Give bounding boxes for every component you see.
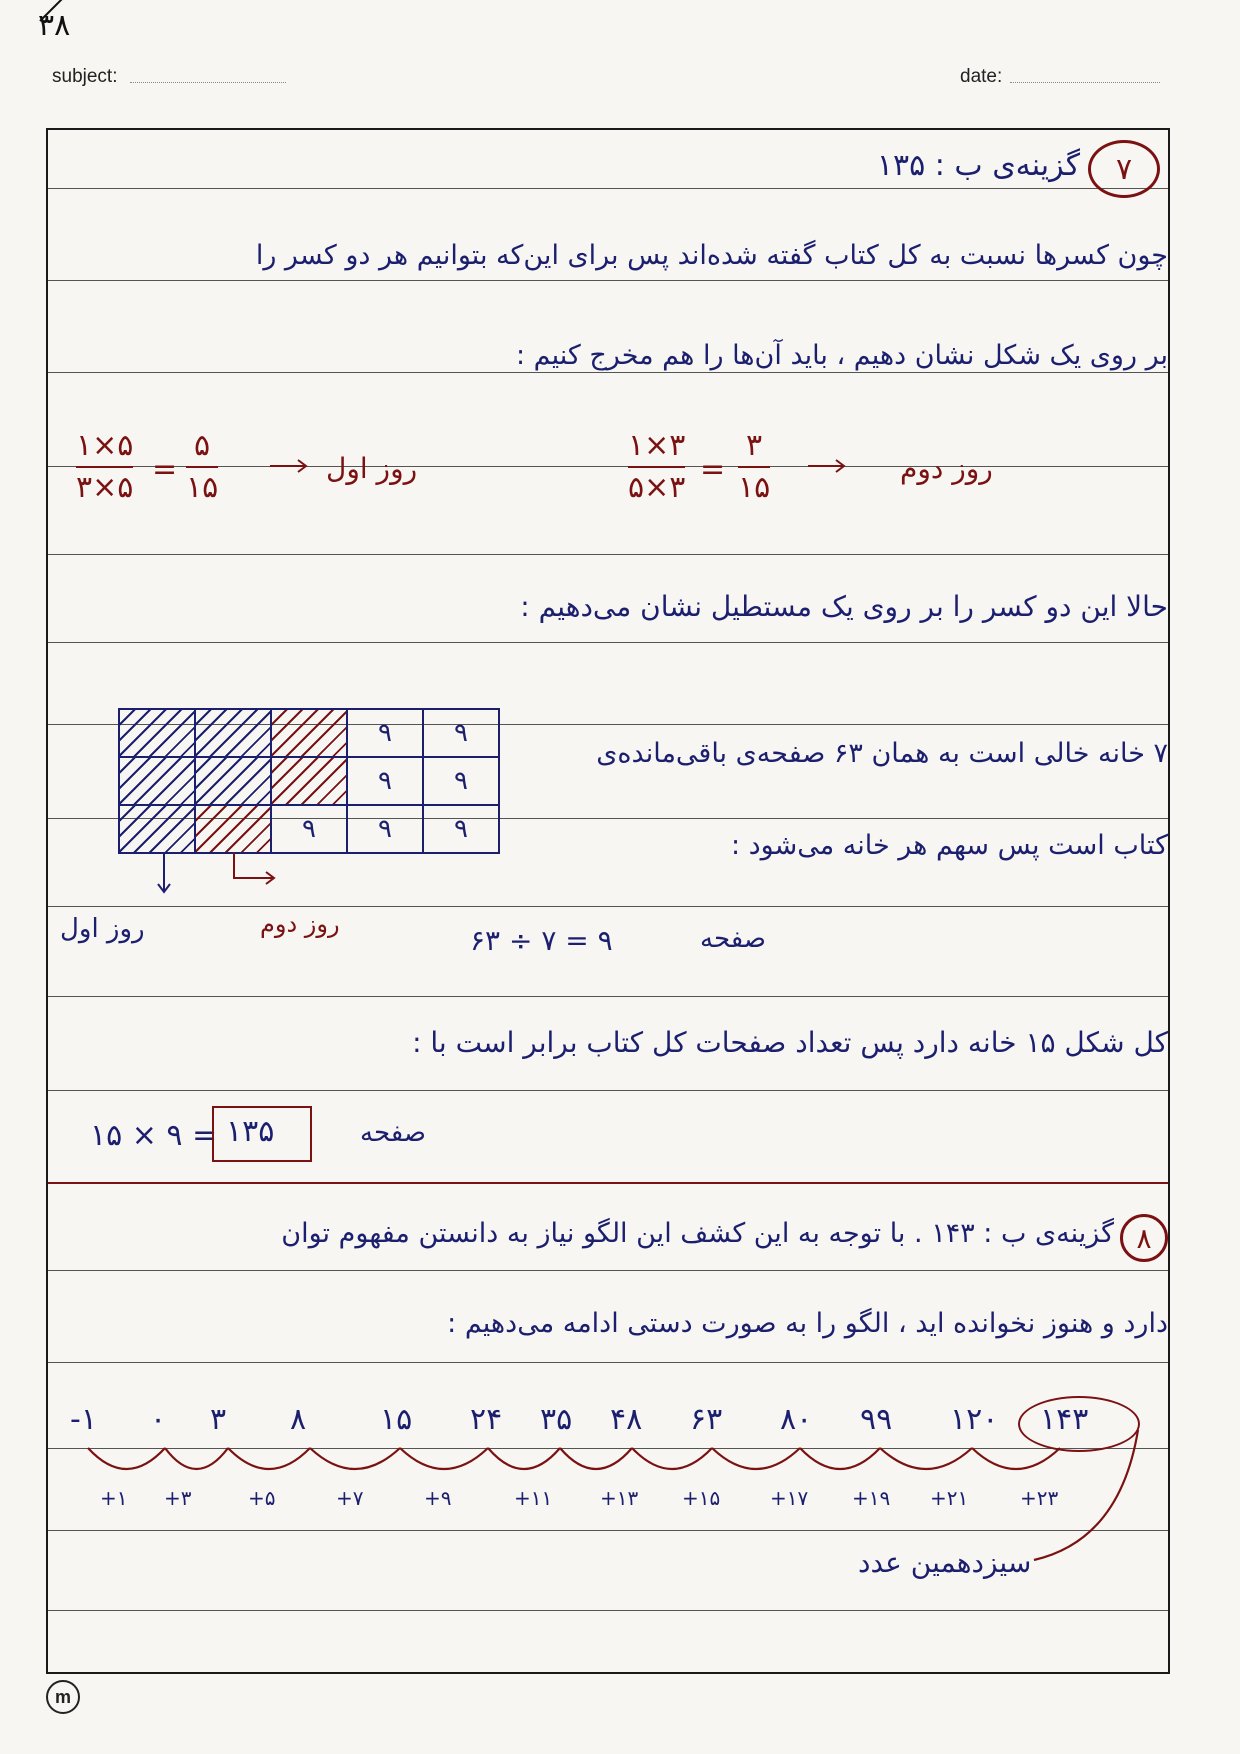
final-calculation: ۱۵ × ۹ = [90,1118,218,1153]
sequence-term: ۸ [290,1402,307,1437]
sequence-term: ۸۰ [780,1402,813,1437]
grid-cell-value: ۹ [347,805,423,853]
fraction-2-label: روز دوم [900,452,993,485]
step-label: +۱۳ [600,1486,639,1510]
q7-line-1: چون کسرها نسبت به کل کتاب گفته شده‌اند پس برای این‌که بتوانیم هر دو کسر را [255,240,1168,271]
grid-cell-value: ۹ [347,709,423,757]
grid-cell-value: ۹ [423,709,499,757]
q7-line-4: کل شکل ۱۵ خانه دارد پس تعداد صفحات کل کتاب برابر است با : [412,1026,1168,1059]
fraction-1-result-denominator: ۱۵ [186,470,219,505]
sequence-term: ۱۴۳ [1040,1402,1089,1437]
step-arc [632,1448,712,1469]
fraction-1-denominator: ۳×۵ [76,470,134,505]
final-answer: ۱۳۵ [226,1114,275,1149]
step-arc [165,1448,228,1469]
fraction-arrow [270,460,306,472]
date-label: date: [960,66,1003,87]
step-label: +۱۱ [514,1486,553,1510]
step-label: +۱۹ [852,1486,891,1510]
sequence-term: ۳ [210,1402,227,1437]
step-label: +۳ [164,1486,192,1510]
sequence-term: ۱۵ [380,1402,413,1437]
sequence-term: ۴۸ [610,1402,643,1437]
q7-line-3: حالا این دو کسر را بر روی یک مستطیل نشان می‌دهیم : [520,590,1168,623]
fraction-1-numerator: ۱×۵ [76,428,134,463]
grid-text-1: ۷ خانه خالی است به همان ۶۳ صفحه‌ی باقی‌مانده‌ی [596,738,1168,769]
step-arc [972,1448,1060,1469]
final-unit: صفحه [360,1118,426,1148]
q8-line-1: گزینه‌ی ب : ۱۴۳ . با توجه به این کشف این الگو نیاز به دانستن مفهوم توان [281,1218,1114,1249]
step-label: +۱۵ [682,1486,721,1510]
fraction-2-numerator: ۱×۳ [628,428,686,463]
step-label: +۱ [100,1486,128,1510]
step-arc [880,1448,972,1469]
step-label: +۷ [336,1486,364,1510]
grid-cell-value: ۹ [271,805,347,853]
fraction-2-result-denominator: ۱۵ [738,470,771,505]
q7-calc: ۶۳ ÷ ۷ = ۹ [470,924,613,957]
sequence-term: ۲۴ [470,1402,503,1437]
step-arc [310,1448,400,1469]
step-arc [488,1448,560,1469]
sequence-term: ۹۹ [860,1402,893,1437]
step-label: +۲۳ [1020,1486,1059,1510]
grid-text-2: کتاب است پس سهم هر خانه می‌شود : [730,830,1168,861]
day-1-arrow [158,852,170,892]
fraction-1-label: روز اول [326,452,418,485]
q8-line-2: دارد و هنوز نخوانده اید ، الگو را به صورت دستی ادامه می‌دهیم : [447,1308,1168,1339]
step-label: +۵ [248,1486,276,1510]
label-day-2: روز دوم [260,910,340,938]
grid-cell-value: ۹ [423,805,499,853]
step-arc [800,1448,880,1469]
fraction-2-result-numerator: ۳ [746,428,763,463]
equals-sign: = [152,452,178,487]
step-arc [712,1448,800,1469]
page-number: ۳۸ [38,8,71,43]
q7-calc-unit: صفحه [700,924,766,954]
subject-label: subject: [52,66,118,87]
q7-line-2: بر روی یک شکل نشان دهیم ، باید آن‌ها را هم مخرج کنیم : [515,340,1168,371]
question-7-number: ۷ [1088,140,1160,198]
equals-sign: = [700,452,726,487]
sequence-term: ۶۳ [690,1402,723,1437]
step-arc [400,1448,488,1469]
step-arc [88,1448,165,1469]
sequence-term: -۱ [70,1402,97,1437]
grid-cell-value: ۹ [423,757,499,805]
question-8-number: ۸ [1120,1214,1168,1262]
brand-logo: m [46,1680,80,1714]
day-2-arrow [234,852,274,884]
label-day-1: روز اول [60,914,145,944]
step-label: +۲۱ [930,1486,969,1510]
sequence-term: ۰ [150,1402,167,1437]
step-label: +۱۷ [770,1486,809,1510]
sequence-term: ۱۲۰ [950,1402,999,1437]
step-label: +۹ [424,1486,452,1510]
thirteenth-term-note: سیزدهمین عدد [858,1546,1032,1579]
fraction-2-denominator: ۵×۳ [628,470,686,505]
q7-answer-line: گزینه‌ی ب : ۱۳۵ [876,148,1080,183]
step-arc [560,1448,632,1469]
fraction-arrow [808,460,844,472]
step-arc [228,1448,310,1469]
fraction-1-result-numerator: ۵ [194,428,211,463]
grid-cell-value: ۹ [347,757,423,805]
sequence-term: ۳۵ [540,1402,573,1437]
